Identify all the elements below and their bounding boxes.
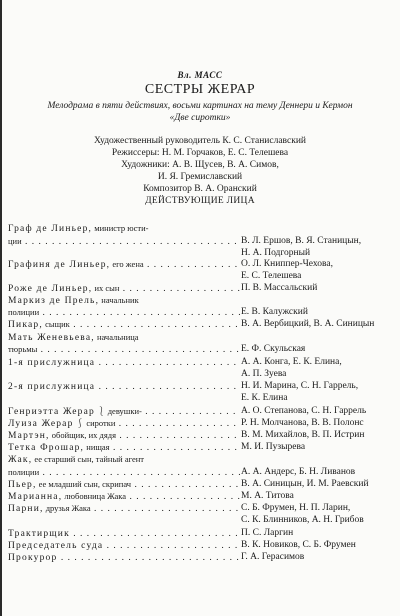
role-name: Прокурор xyxy=(8,553,58,563)
actor-names: А. А. Андерс, Б. Н. Ливанов xyxy=(241,467,356,477)
role-name: Генриэтта Жерар xyxy=(8,407,95,417)
cast-row xyxy=(8,441,392,453)
cast-row xyxy=(8,478,392,490)
role-name: Мартэн, xyxy=(8,431,50,441)
cast-role xyxy=(8,453,240,466)
role-description: полиции xyxy=(8,307,40,317)
actor-names: Е. К. Елина xyxy=(241,393,288,403)
actor-names: С. Б. Фрумен, Н. П. Ларин, xyxy=(241,503,351,513)
role-description: ее младший сын, скрипач xyxy=(36,479,132,489)
actor-names: Е. Ф. Скульская xyxy=(241,344,306,354)
role-description: их сын xyxy=(92,283,120,293)
role-description: ции xyxy=(8,236,22,246)
credit-designers: Художники: А. В. Щусев, В. А. Симов, xyxy=(121,160,279,170)
cast-row xyxy=(8,417,392,429)
role-description: его жена xyxy=(110,259,144,269)
cast-row xyxy=(8,343,392,355)
cast-row xyxy=(8,331,392,343)
role-description: министр юсти- xyxy=(92,223,149,233)
role-name: Трактирщик xyxy=(8,529,70,539)
role-name: Председатель суда xyxy=(8,541,104,551)
credit-designers-cont: И. Я. Гремиславский xyxy=(157,172,243,182)
cast-role xyxy=(8,343,240,356)
actor-names: А. П. Зуева xyxy=(241,369,287,379)
actor-names: А. А. Конга, Е. К. Елина, xyxy=(241,357,342,367)
play-subtitle: Мелодрама в пяти действиях, восьми картинах на тему Деннери и Кермон «Две сиротки» xyxy=(47,101,353,123)
actor-names: В. А. Синицын, И. М. Раевский xyxy=(241,479,369,489)
actor-names: В. М. Михайлов, В. П. Истрин xyxy=(241,430,365,440)
role-description: полиции xyxy=(8,467,40,477)
cast-row xyxy=(8,514,392,526)
role-description: друзья Жака xyxy=(43,503,91,513)
cast-row xyxy=(8,318,392,330)
role-description: начальник xyxy=(99,295,139,305)
role-description: ⎱ девушки- xyxy=(94,406,142,416)
role-name: Роже де Линьер, xyxy=(8,284,93,294)
cast-row xyxy=(8,453,392,465)
actor-names: В. А. Вербицкий, В. А. Синицын xyxy=(241,319,375,329)
actor-names: П. С. Ларгин xyxy=(241,528,294,538)
credit-directors: Режиссеры: Н. М. Горчаков, Е. С. Телешева xyxy=(111,148,289,158)
role-name: Луиза Жерар xyxy=(8,419,74,429)
actor-names: Е. С. Телешева xyxy=(241,271,302,281)
cast-row xyxy=(8,466,392,478)
cast-row xyxy=(8,551,392,563)
actor-names: Н. А. Подгорный xyxy=(241,248,311,258)
role-name: Пикар, xyxy=(8,320,43,330)
actor-names: А. О. Степанова, С. Н. Гаррель xyxy=(241,406,367,416)
actor-names: С. К. Блинников, А. Н. Грибов xyxy=(241,515,364,525)
credit-artistic-director: Художественный руководитель К. С. Станиславский xyxy=(94,136,306,146)
cast-row xyxy=(8,392,392,404)
cast-row xyxy=(8,306,392,318)
role-name: Марианна, xyxy=(8,492,63,502)
cast-row xyxy=(8,502,392,514)
cast-row xyxy=(8,380,392,392)
cast-row xyxy=(8,235,392,247)
role-name: 2-я прислужница xyxy=(8,382,96,392)
actor-names: М. И. Пузырева xyxy=(241,442,306,452)
role-description: ⎰ сиротки xyxy=(73,418,116,428)
actor-names: Г. А. Герасимов xyxy=(241,552,305,562)
play-title: СЕСТРЫ ЖЕРАР xyxy=(144,82,256,97)
role-description: ее старший сын, тайный агент xyxy=(32,454,145,464)
role-description: тюрьмы xyxy=(8,344,38,354)
role-description: начальница xyxy=(94,332,139,342)
actor-names: О. Л. Книппер-Чехова, xyxy=(241,259,333,269)
cast-row xyxy=(8,368,392,380)
cast-row xyxy=(8,282,392,294)
cast-row xyxy=(8,294,392,306)
cast-role xyxy=(8,318,240,331)
author-name: Вл. МАСС xyxy=(177,70,223,80)
role-name: Парни, xyxy=(8,504,44,514)
cast-role xyxy=(8,222,240,235)
role-description: обойщик, их дядя xyxy=(49,430,116,440)
actor-names: П. В. Массальский xyxy=(241,283,318,293)
cast-row xyxy=(8,222,392,234)
cast-row xyxy=(8,539,392,551)
cast-row xyxy=(8,490,392,502)
role-name: Жак, xyxy=(8,455,33,465)
actor-names: В. Л. Ершов, В. Я. Станицын, xyxy=(241,236,362,246)
actor-names: В. К. Новиков, С. Б. Фрумен xyxy=(241,540,356,550)
actor-names: Р. Н. Молчанова, В. В. Полонс xyxy=(241,418,364,428)
role-name: Мать Женевьева, xyxy=(8,333,95,343)
cast-row xyxy=(8,258,392,270)
role-name: Граф де Линьер, xyxy=(8,224,93,234)
cast-row xyxy=(8,527,392,539)
role-name: 1-я прислужница xyxy=(8,358,96,368)
role-name: Маркиз де Прель, xyxy=(8,296,100,306)
actor-names: Е. В. Калужский xyxy=(241,307,308,317)
role-name: Тетка Фрошар, xyxy=(8,443,85,453)
role-name: Графиня де Линьер, xyxy=(8,260,111,270)
role-description: сыщик xyxy=(42,319,70,329)
role-description: любовница Жака xyxy=(62,491,127,501)
role-name: Пьер, xyxy=(8,480,37,490)
cast-row xyxy=(8,270,392,282)
actor-names: М. А. Титова xyxy=(241,491,294,501)
cast-row xyxy=(8,405,392,417)
cast-row xyxy=(8,429,392,441)
role-description: нищая xyxy=(84,442,110,452)
actor-names: Н. И. Марина, С. Н. Гаррель, xyxy=(241,381,359,391)
credit-composer: Композитор В. А. Оранский xyxy=(143,184,257,194)
cast-heading: ДЕЙСТВУЮЩИЕ ЛИЦА xyxy=(145,196,255,206)
cast-role xyxy=(8,551,240,564)
cast-row xyxy=(8,356,392,368)
